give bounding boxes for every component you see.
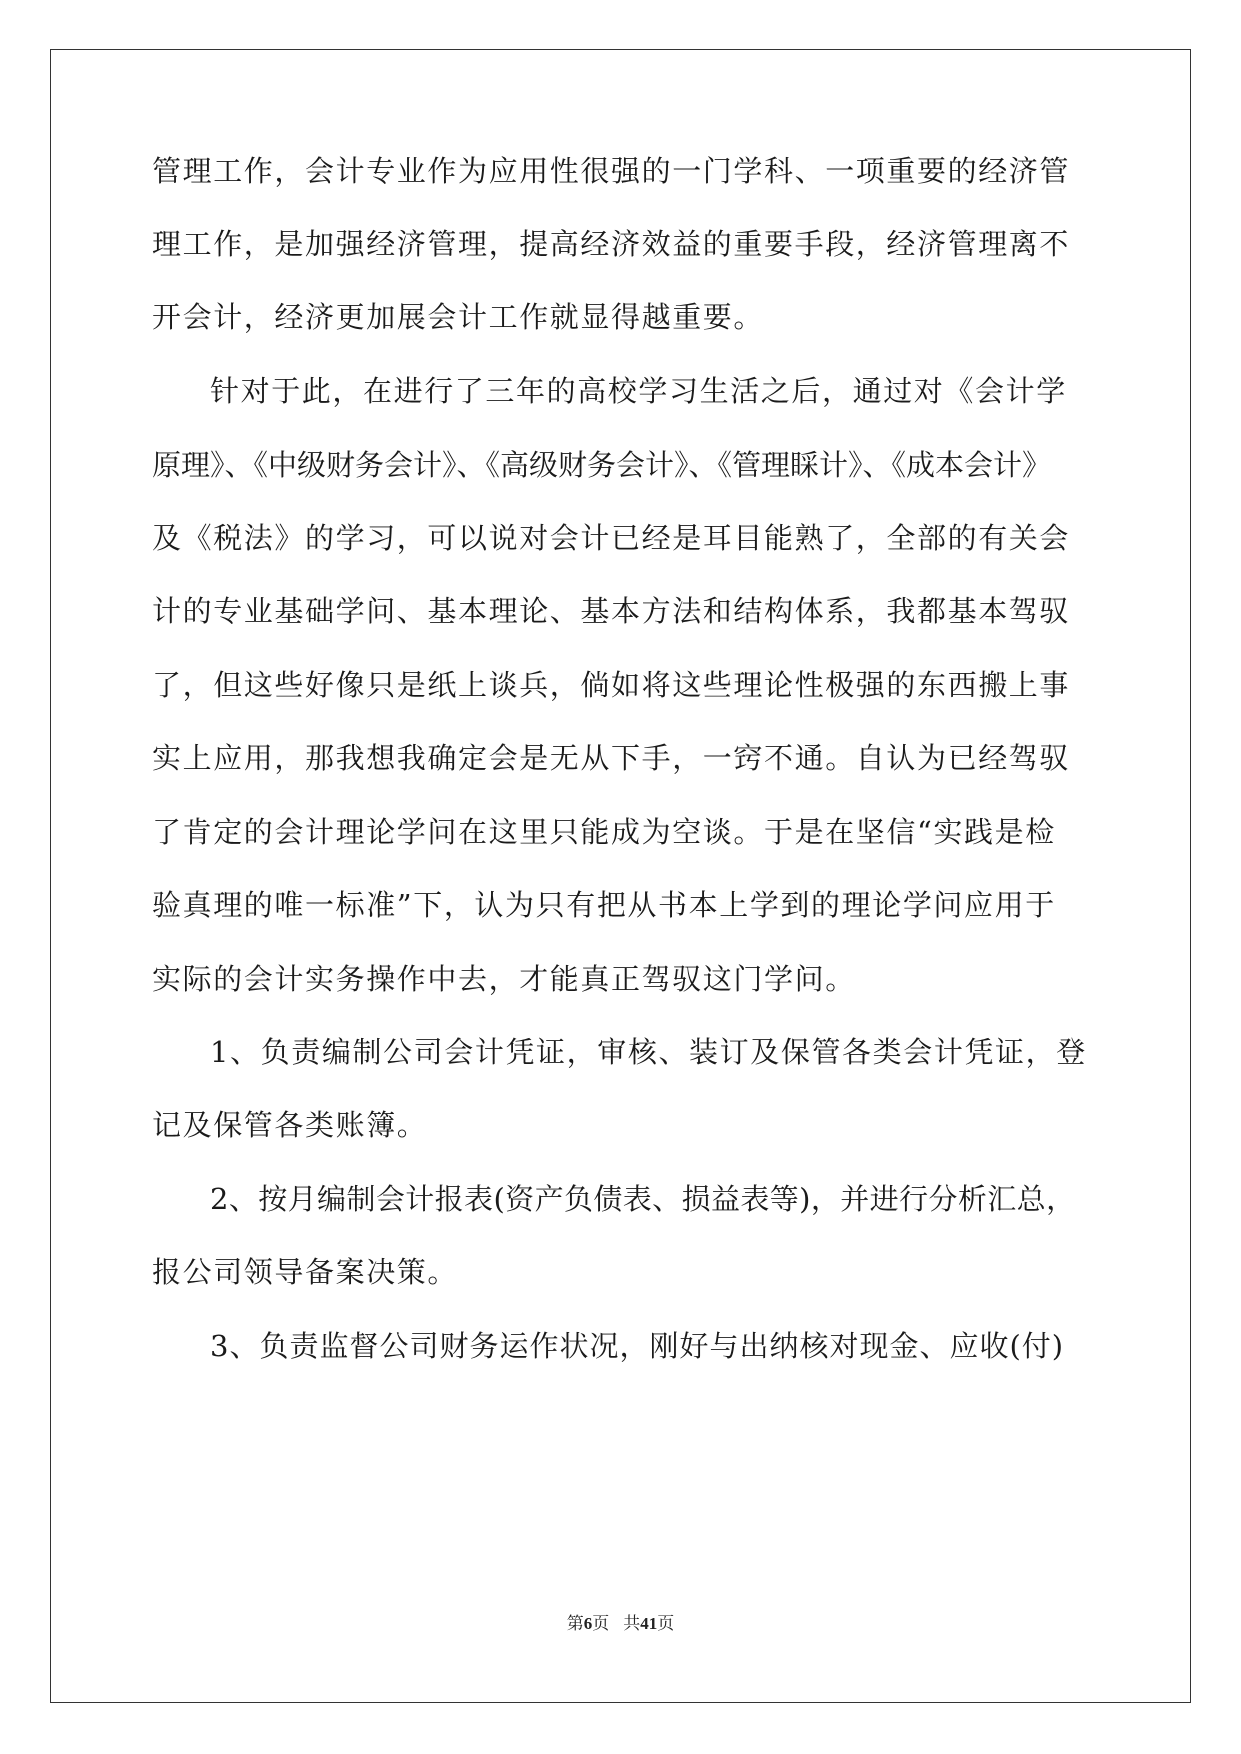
page-prefix: 第	[566, 1614, 584, 1633]
text-line: 实上应用，那我想我确定会是无从下手，一窍不通。自认为已经驾驭	[152, 741, 1071, 775]
list-item-first-line: 2、按月编制会计报表(资产负债表、损益表等)，并进行分析汇总，	[210, 1182, 1076, 1216]
total-prefix: 共	[623, 1614, 641, 1633]
text-line: 记及保管各类账簿。	[152, 1108, 428, 1142]
text-line: 计的专业基础学问、基本理论、基本方法和结构体系，我都基本驾驭	[152, 594, 1071, 628]
page-footer	[0, 1613, 1241, 1635]
text-line: 管理工作，会计专业作为应用性很强的一门学科、一项重要的经济管	[152, 154, 1071, 188]
text-line: 理工作，是加强经济管理，提高经济效益的重要手段，经济管理离不	[152, 227, 1071, 261]
current-page-number: 6	[583, 1614, 593, 1633]
text-line: 原理》、《中级财务会计》、《高级财务会计》、《管理睬计》、《成本会计》	[152, 448, 1052, 482]
list-item-first-line: 3、负责监督公司财务运作状况，刚好与出纳核对现金、应收(付)	[210, 1329, 1065, 1363]
page-suffix: 页	[592, 1614, 610, 1633]
list-item-first-line: 1、负责编制公司会计凭证，审核、装订及保管各类会计凭证，登	[210, 1035, 1087, 1069]
text-line: 验真理的唯一标准”下，认为只有把从书本上学到的理论学问应用于	[152, 888, 1056, 922]
paragraph-first-line: 针对于此，在进行了三年的高校学习生活之后，通过对《会计学	[210, 374, 1067, 408]
total-page-count: 41	[640, 1614, 658, 1633]
text-line: 开会计，经济更加展会计工作就显得越重要。	[152, 300, 765, 334]
text-line: 实际的会计实务操作中去，才能真正驾驭这门学问。	[152, 962, 856, 996]
text-line: 了肯定的会计理论学问在这里只能成为空谈。于是在坚信“实践是检	[152, 815, 1056, 849]
text-line: 及《税法》的学习，可以说对会计已经是耳目能熟了，全部的有关会	[152, 521, 1071, 555]
total-suffix: 页	[657, 1614, 675, 1633]
text-line: 了，但这些好像只是纸上谈兵，倘如将这些理论性极强的东西搬上事	[152, 668, 1071, 702]
text-line: 报公司领导备案决策。	[152, 1255, 459, 1289]
